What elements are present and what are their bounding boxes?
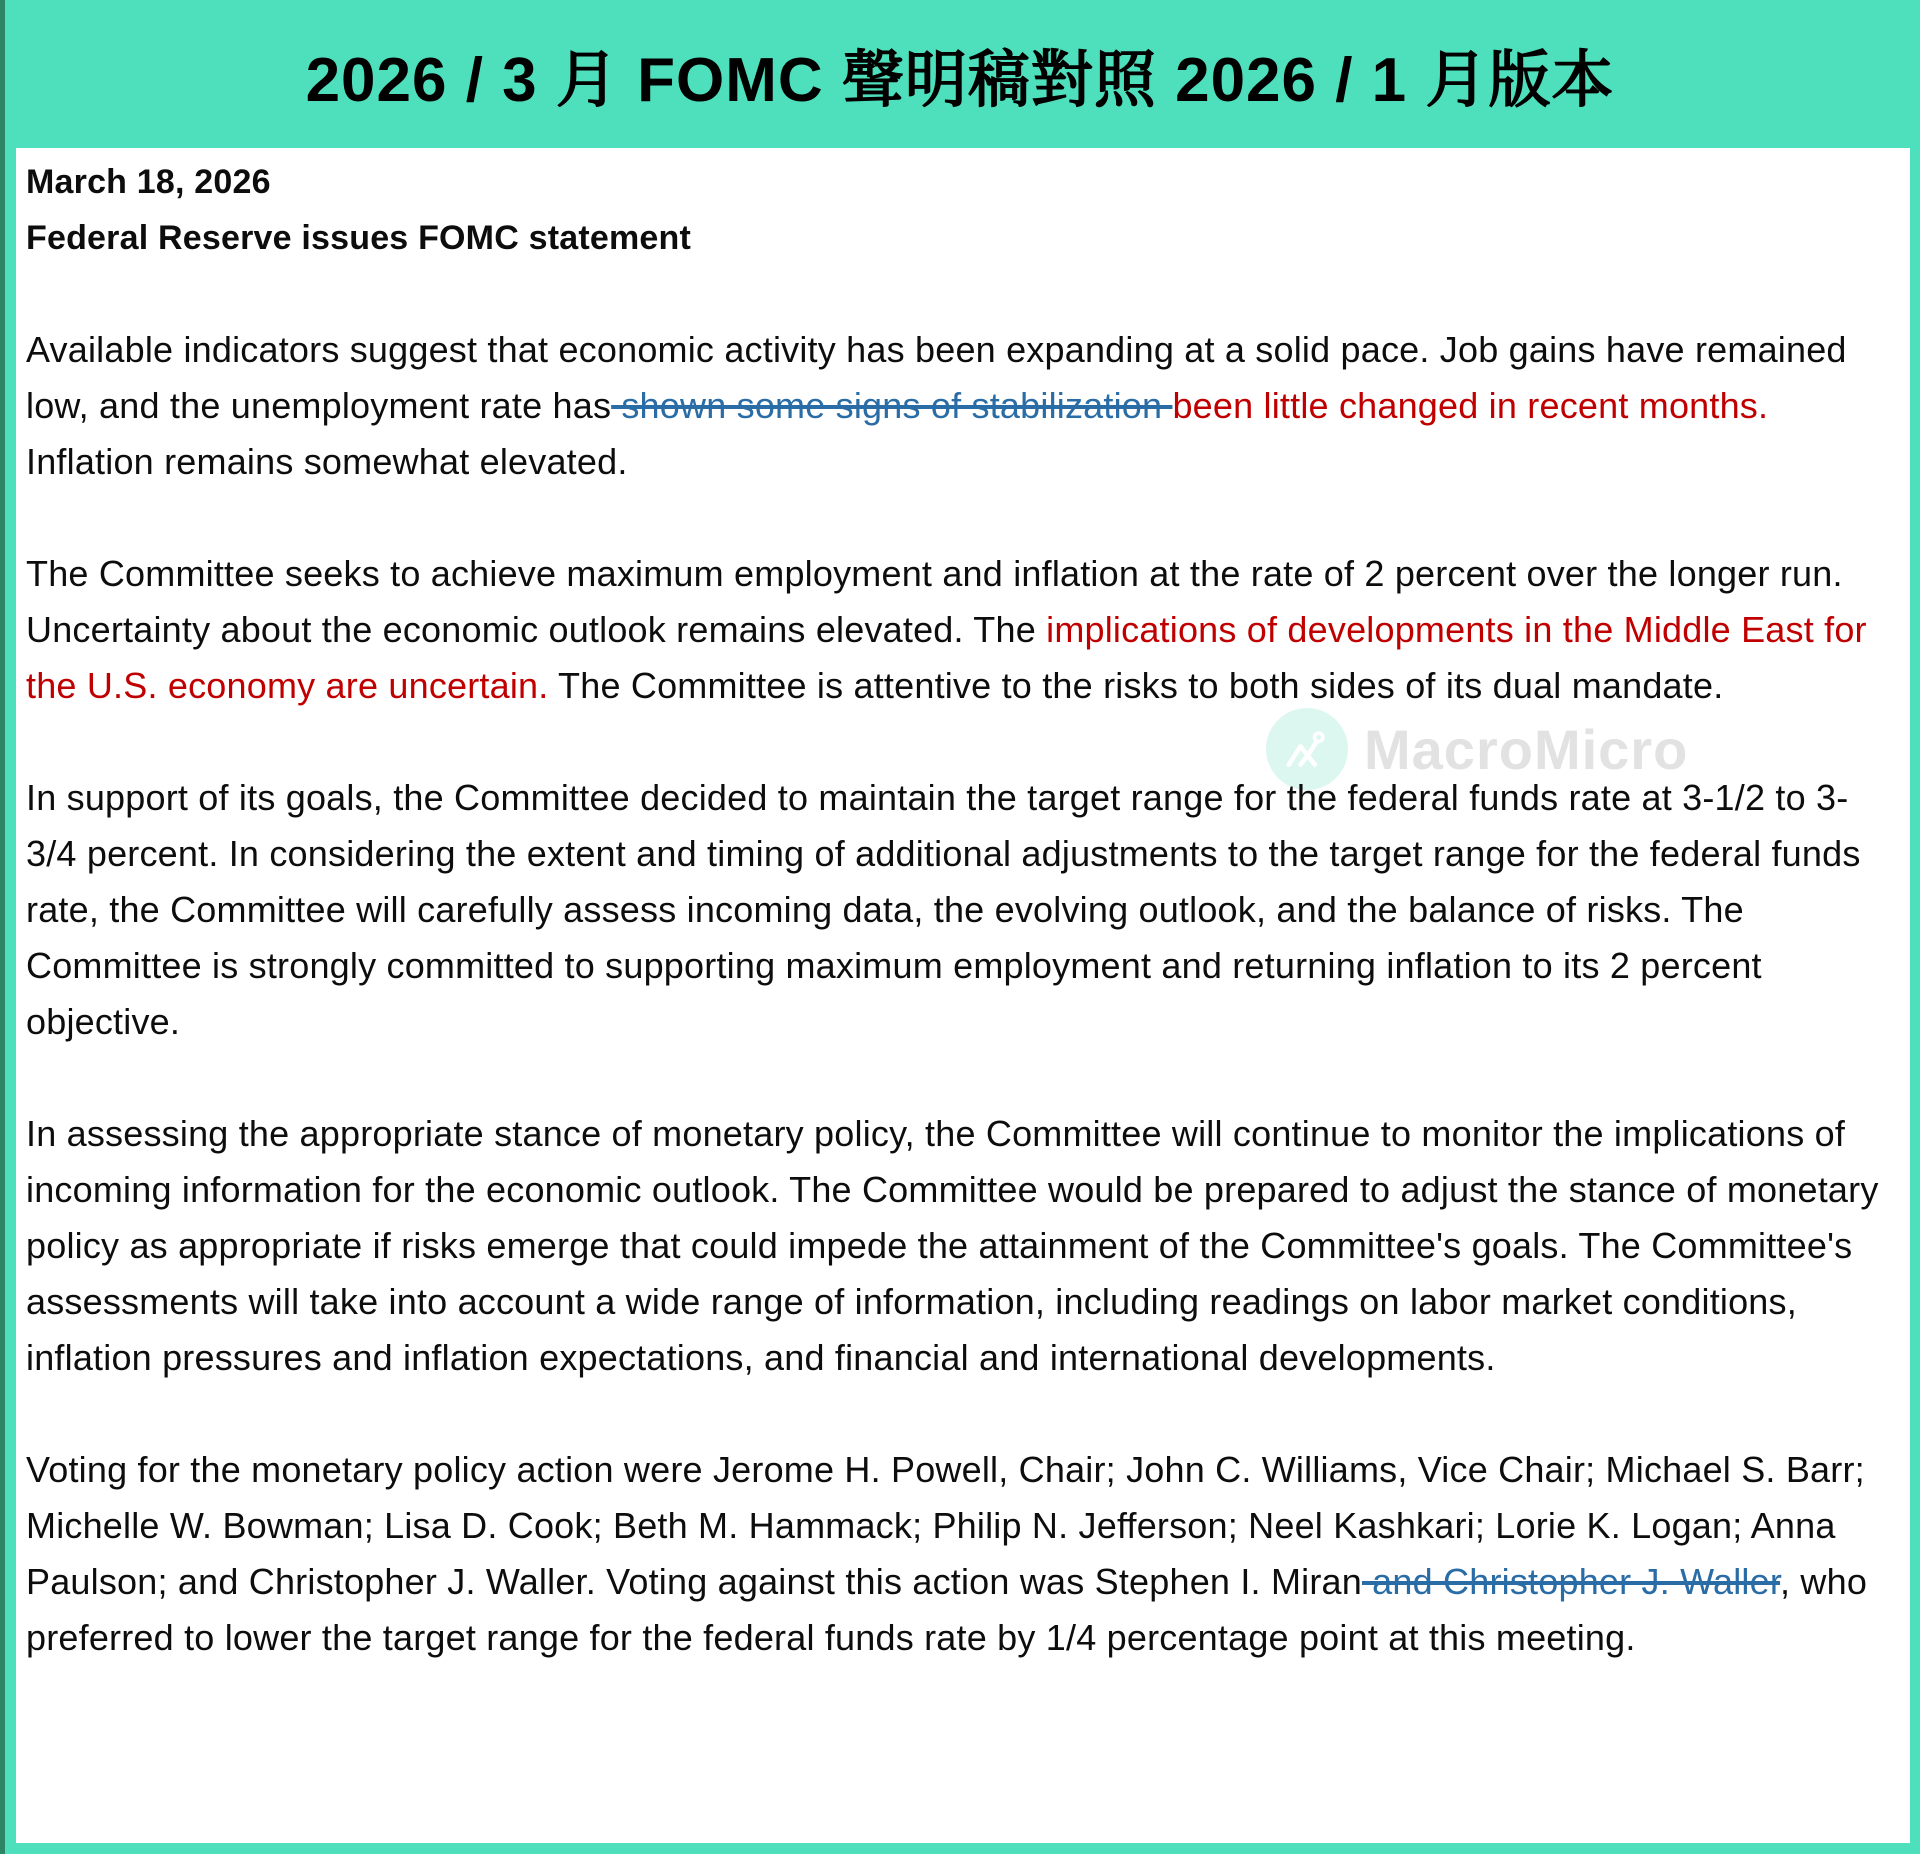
statement-paragraph [26,770,1888,1050]
page-title: 2026 / 3 月 FOMC 聲明稿對照 2026 / 1 月版本 [305,45,1615,115]
statement-paragraph [26,1106,1888,1386]
statement-date: March 18, 2026 [26,163,271,201]
text-run: Inflation remains somewhat elevated. [26,441,628,482]
text-run: Voting for the monetary policy action were Jerome H. Powell, Chair; John C. Williams, Vice Chair; Michael S. Barr; Michelle W. Bowman; Lisa D. Cook; Beth M. Hammack; Philip N. Jefferson; Neel Kashkari; Lorie K. Logan; Anna Paulson; and Christopher J. Waller. Voting against this action was Stephen I. Miran [26,1449,1865,1602]
page-header [0,0,1920,148]
added-text-run: been little changed in recent months. [1172,385,1769,426]
text-run: The Committee seeks to achieve maximum employment and inflation at the rate of 2 percent over the longer run. Uncertainty about the economic outlook remains elevated. The [26,553,1843,650]
deleted-text-run: and Christopher J. Waller [1361,1561,1781,1602]
deleted-text-run: shown some signs of stabilization [611,385,1173,426]
text-run: , who preferred to lower the target range for the federal funds rate by 1/4 percentage point at this meeting. [26,1561,1868,1658]
window-left-edge [0,0,5,1854]
macromicro-brand-text: MacroMicro [1364,717,1689,781]
statement-paragraph [26,322,1888,490]
added-text-run: implications of developments in the Middle East for the U.S. economy are uncertain. [26,609,1867,706]
text-run: The Committee is attentive to the risks to both sides of its dual mandate. [548,665,1724,706]
text-run: In assessing the appropriate stance of monetary policy, the Committee will continue to monitor the implications of incoming information for the economic outlook. The Committee would be prepared to adjust the stance of monetary policy as appropriate if risks emerge that could impede the attainment of the Committee's goals. The Committee's assessments will take into account a wide range of information, including readings on labor market conditions, inflation pressures and inflation expectations, and financial and international developments. [26,1113,1879,1378]
statement-subtitle: Federal Reserve issues FOMC statement [26,219,692,257]
statement-paragraph [26,546,1888,714]
text-run: In support of its goals, the Committee decided to maintain the target range for the federal funds rate at 3-1/2 to 3-3/4 percent. In considering the extent and timing of additional adjustments to the target range for the federal funds rate, the Committee will carefully assess incoming data, the evolving outlook, and the balance of risks. The Committee is strongly committed to supporting maximum employment and returning inflation to its 2 percent objective. [26,777,1861,1042]
text-run: Available indicators suggest that economic activity has been expanding at a solid pace. Job gains have remained low, and the unemployment rate has [26,329,1847,426]
statement-document [16,148,1910,1843]
statement-paragraph [26,1442,1888,1666]
statement-body [26,322,1888,1666]
